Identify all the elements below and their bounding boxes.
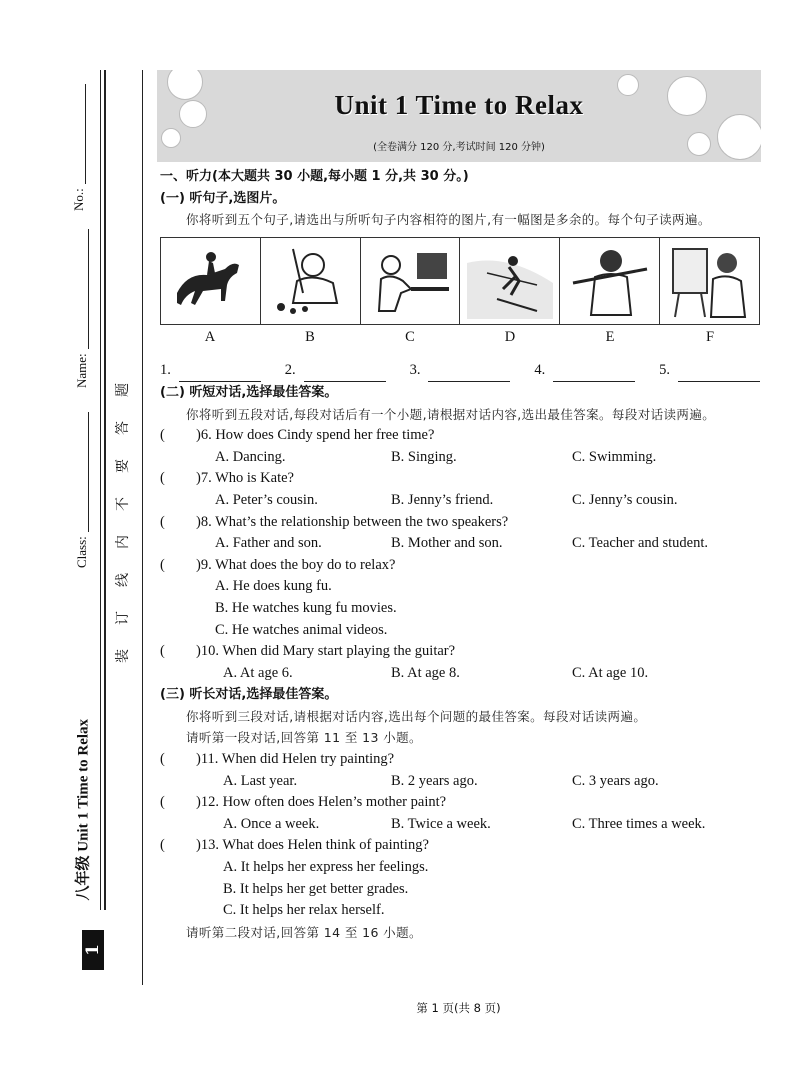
option-a: A. Last year. xyxy=(223,772,298,789)
option-c: C. Jenny’s cousin. xyxy=(572,491,678,508)
options-11 xyxy=(160,771,760,793)
options-8 xyxy=(160,533,760,555)
option-c: C. At age 10. xyxy=(572,664,649,681)
option-c: C. Swimming. xyxy=(572,448,657,465)
part2-heading: (二) 听短对话,选择最佳答案。 xyxy=(160,384,338,400)
binding-char: 装 xyxy=(115,649,131,663)
option-b: B. Mother and son. xyxy=(391,535,503,552)
picture-row xyxy=(160,237,760,325)
options-7 xyxy=(160,490,760,512)
binding-char: 题 xyxy=(115,383,131,397)
answer-paren[interactable]: ( xyxy=(160,556,165,573)
answer-blank-1[interactable]: 1. xyxy=(160,360,261,382)
skiing-icon xyxy=(460,238,560,324)
name-field[interactable] xyxy=(74,208,90,388)
option-c: C. 3 years ago. xyxy=(572,772,659,789)
picture-letter: F xyxy=(705,328,715,345)
painting-icon xyxy=(261,238,361,324)
option-b: B. Jenny’s friend. xyxy=(391,491,494,508)
option-c: C. Teacher and student. xyxy=(572,535,709,552)
question-11: ( )11. When did Helen try painting? xyxy=(160,749,760,771)
option-a: A. He does kung fu. xyxy=(215,578,332,595)
class-label: Class: xyxy=(74,536,89,568)
exam-info: (全卷满分 120 分,考试时间 120 分钟) xyxy=(373,142,545,153)
exam-content xyxy=(160,166,760,943)
page-title: Unit 1 Time to Relax xyxy=(334,90,584,120)
picture-letter: D xyxy=(504,328,516,345)
answer-paren[interactable]: ( xyxy=(160,470,165,487)
option-c: C. It helps her relax herself. xyxy=(223,902,385,919)
margin-line-thick xyxy=(104,70,106,910)
part3-heading: (三) 听长对话,选择最佳答案。 xyxy=(160,687,338,703)
answer-blanks xyxy=(160,360,760,382)
options-6 xyxy=(160,447,760,469)
option-a: A. Dancing. xyxy=(215,448,286,465)
no-label: No.: xyxy=(71,188,86,211)
unit-label: 八年级 Unit 1 Time to Relax xyxy=(75,718,92,901)
binding-char: 线 xyxy=(115,573,131,587)
answer-blank-2[interactable]: 2. xyxy=(285,360,386,382)
binding-char: 不 xyxy=(115,497,131,511)
dialogue1-instruction: 请听第一段对话,回答第 11 至 13 小题。 xyxy=(186,730,422,746)
dialogue2-instruction: 请听第二段对话,回答第 14 至 16 小题。 xyxy=(186,924,422,940)
page-badge: 1 xyxy=(82,930,104,970)
answer-paren[interactable]: ( xyxy=(160,794,165,811)
question-6: ( )6. How does Cindy spend her free time? xyxy=(160,425,760,447)
answer-blank-4[interactable]: 4. xyxy=(534,360,635,382)
option-c: C. He watches animal videos. xyxy=(215,621,388,638)
part3-instruction: 你将听到三段对话,请根据对话内容,选出每个问题的最佳答案。每段对话读两遍。 xyxy=(186,708,647,724)
answer-paren[interactable]: ( xyxy=(160,427,165,444)
binding-char: 要 xyxy=(115,459,131,473)
options-12 xyxy=(160,814,760,836)
picture-letter: C xyxy=(405,328,415,345)
answer-paren[interactable]: ( xyxy=(160,751,165,768)
binding-char: 答 xyxy=(115,421,131,435)
picture-letters xyxy=(160,327,760,349)
answer-blank-3[interactable]: 3. xyxy=(410,360,511,382)
binding-char: 订 xyxy=(115,611,131,625)
option-c: C. Three times a week. xyxy=(572,815,706,832)
class-field[interactable] xyxy=(74,388,90,568)
option-b: B. He watches kung fu movies. xyxy=(215,599,397,616)
option-a: A. Once a week. xyxy=(223,815,320,832)
page-number: 第 1 页(共 8 页) xyxy=(416,1001,501,1015)
horse-riding-icon xyxy=(161,238,261,324)
part1-heading: (一) 听句子,选图片。 xyxy=(160,190,286,206)
option-b: B. It helps her get better grades. xyxy=(223,880,409,897)
options-10 xyxy=(160,663,760,685)
picture-letter: B xyxy=(305,328,315,345)
binding-char: 内 xyxy=(115,535,131,549)
option-a: A. Father and son. xyxy=(215,535,322,552)
option-a: A. At age 6. xyxy=(223,664,293,681)
question-8: ( )8. What’s the relationship between the two speakers? xyxy=(160,512,760,534)
easel-painting-icon xyxy=(660,238,759,324)
question-9: ( )9. What does the boy do to relax? xyxy=(160,555,760,577)
flute-icon xyxy=(560,238,660,324)
part2-instruction: 你将听到五段对话,每段对话后有一个小题,请根据对话内容,选出最佳答案。每段对话读两遍。 xyxy=(186,406,716,422)
option-b: B. Singing. xyxy=(391,448,457,465)
binding-margin xyxy=(0,0,145,1087)
title-banner xyxy=(157,70,761,162)
binding-notice xyxy=(110,380,134,666)
question-12: ( )12. How often does Helen’s mother paint? xyxy=(160,792,760,814)
option-b: B. At age 8. xyxy=(391,664,460,681)
cut-line xyxy=(142,70,143,985)
question-13: ( )13. What does Helen think of painting? xyxy=(160,835,760,857)
answer-paren[interactable]: ( xyxy=(160,643,165,660)
option-a: A. Peter’s cousin. xyxy=(215,491,318,508)
option-a: A. It helps her express her feelings. xyxy=(223,859,429,876)
name-label: Name: xyxy=(74,353,89,388)
answer-paren[interactable]: ( xyxy=(160,513,165,530)
no-field[interactable] xyxy=(71,41,87,211)
answer-blank-5[interactable]: 5. xyxy=(659,360,760,382)
part1-instruction: 你将听到五个句子,请选出与所听句子内容相符的图片,有一幅图是多余的。每个句子读两遍。 xyxy=(186,212,711,228)
picture-letter: A xyxy=(204,328,216,345)
margin-line xyxy=(100,70,101,910)
option-b: B. 2 years ago. xyxy=(391,772,478,789)
answer-paren[interactable]: ( xyxy=(160,837,165,854)
section-heading: 一、听力(本大题共 30 小题,每小题 1 分,共 30 分。) xyxy=(160,169,469,184)
option-b: B. Twice a week. xyxy=(391,815,491,832)
question-10: ( )10. When did Mary start playing the guitar? xyxy=(160,641,760,663)
picture-letter: E xyxy=(605,328,615,345)
computer-icon xyxy=(361,238,461,324)
question-7: ( )7. Who is Kate? xyxy=(160,468,760,490)
